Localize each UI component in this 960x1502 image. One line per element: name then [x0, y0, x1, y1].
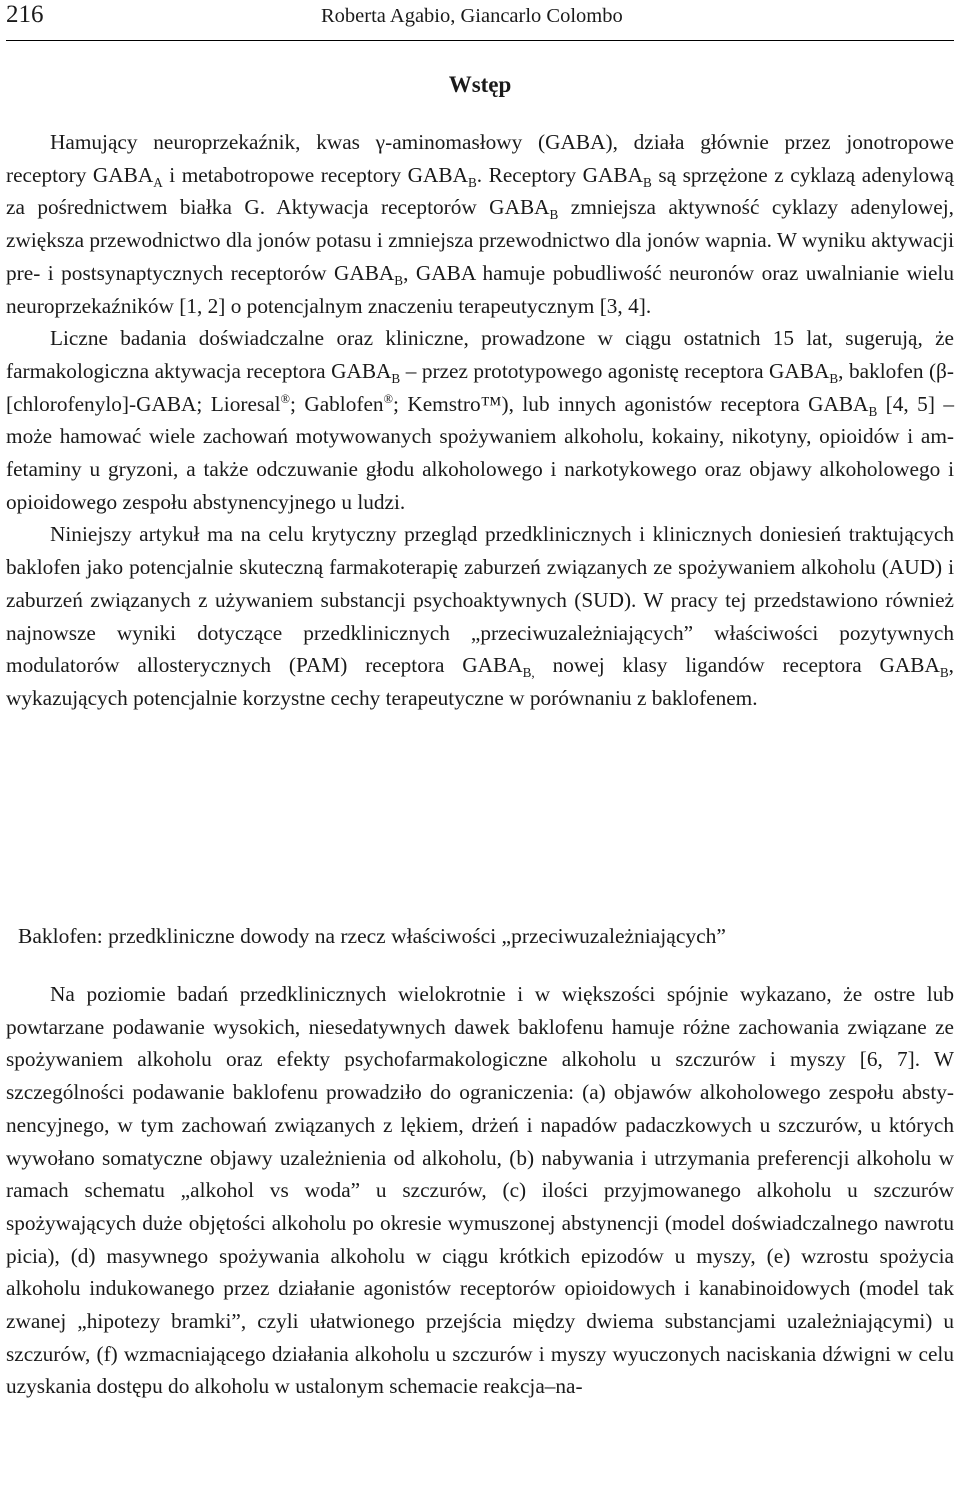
paragraph — [6, 518, 954, 714]
subscript: B — [868, 403, 878, 419]
text-run: [4, 5] – może hamować wiele zachowań motywowanych spożywaniem alkoholu, kokainy, nikotyny, opioidów i amfetaminy u gryzoni, a także odczuwanie głodu alkoholowego i narkotykowego oraz objawy alkoholowego i opioidowego zespołu abstynencyjnego u ludzi. — [6, 391, 955, 514]
intro-section — [6, 126, 954, 715]
subscript: B — [468, 174, 477, 190]
text-run: nowej klasy ligandów receptora GABA — [534, 653, 940, 678]
subscript: B, — [522, 665, 535, 681]
text-run: . Receptory GABA — [476, 162, 644, 187]
running-header — [6, 0, 954, 41]
paragraph — [6, 126, 954, 322]
text-run: , wykazujących potencjalnie korzystne cechy terapeutyczne w porównaniu z baklofenem. — [6, 653, 954, 710]
text-run: są sprzężone z cyklazą adenylową za pośrednictwem białka G. Aktywacja receptorów GABA — [6, 162, 954, 220]
baclofen-section — [6, 978, 954, 1403]
text-run: Liczne badania doświadczalne oraz kliniczne, prowadzone w ciągu ostatnich 15 lat, sugerują, że farmakologiczna aktywacja receptora GABA — [6, 326, 954, 383]
superscript: ® — [383, 391, 393, 406]
text-run: Niniejszy artykuł ma na celu krytyczny przegląd przedklinicznych i klinicznych doniesień traktujących baklofen jako potencjalnie skuteczną farmakoterapię zaburzeń związanych ze spożywaniem alkoholu (AUD) i zaburzeń związanych z używaniem substancji psychoaktywnych (SUD). W pracy tej przedstawiono również najnowsze wyniki dotyczące przedklinicznych „przeciwuzależniających” właściwości pozytywnych modulatorów allosterycznych (PAM) receptora GABA — [6, 522, 954, 678]
text-run: , baklofen (β-[chlorofenylo]-GABA; Lioresal — [6, 358, 954, 416]
text-run: i metabotropowe receptory GABA — [162, 162, 468, 187]
subscript: B — [394, 272, 404, 288]
paragraph: Na poziomie badań przedklinicznych wielokrotnie i w większości spójnie wykazano, że ostre lub powtarzane podawanie wysokich, niesedatywnych dawek baklofenu hamuje różne zachowania związane ze spożywaniem alkoholu oraz efekty psychofarmakologiczne alkoholu u szczurów i myszy [6, 7]. W szczególności podawanie baklofenu prowadziło do ograniczenia: (a) objawów alkoholowego zespołu abstynencyjnego, w tym zachowań związanych z lękiem, drżeń i napadów padaczkowych u szczurów, u których wywołano somatyczne objawy uzależnienia od alkoholu, (b) nabywania i utrzymania preferencji alkoholu w ramach schematu „alkohol vs woda” u szczurów, (c) ilości przyjmowanego alkoholu u szczurów spożywających duże objętości alkoholu po okresie wymuszonej abstynencji (model doświadczalnego nawrotu picia), (d) masywnego spożywania alkoholu w ciągu krótkich epizodów u myszy, (e) wzrostu spożycia alkoholu indukowanego przez działanie agonistów receptorów opioidowych i kanabinoidowych (model tak zwanej „hipotezy bramki”, czyli ułatwionego przejścia między dwiema substancjami uzależniającymi) u szczurów, (f) wzmacniającego działania alkoholu u szczurów i myszy wyuczonych naciskania dźwigni w celu uzyskania dostępu do alkoholu w ustalonym schemacie reakcja–na- — [6, 982, 954, 1399]
subscript: A — [153, 174, 163, 190]
text-run: ; Kemstro™), lub innych agonistów receptora GABA — [392, 391, 869, 416]
section-title-wrap — [0, 70, 960, 100]
paragraph — [6, 322, 954, 518]
text-run: , GABA hamuje pobudliwość neuronów oraz uwalnianie wielu neuroprzekaźników [1, 2] o potencjalnym znaczeniu terapeutycznym [3, 4]. — [6, 260, 955, 318]
subsection-title: Baklofen: przedkliniczne dowody na rzecz właściwości „przeciwuzależniających” — [18, 924, 726, 948]
running-head-authors: Roberta Agabio, Giancarlo Colombo — [321, 5, 623, 27]
subscript: B — [829, 370, 839, 386]
section-title: Wstęp — [448, 72, 512, 97]
text-run: ; Gablofen — [289, 391, 384, 416]
subscript: B — [549, 207, 559, 223]
page-number: 216 — [6, 1, 44, 28]
subscript: B — [643, 174, 652, 190]
text-run: zmniejsza aktywność cyklazy adenylowej, zwiększa przewodnictwo dla jonów potasu i zmniejsza przewodnictwo dla jonów wapnia. W wyniku aktywacji pre- i postsynaptycznych receptorów GABA — [6, 195, 954, 285]
text-run: Hamujący neuroprzekaźnik, kwas γ-aminomasłowy (GABA), działa głównie przez jonotropowe receptory GABA — [6, 130, 954, 187]
subscript: B — [391, 370, 401, 386]
superscript: ® — [280, 391, 290, 406]
subscript: B — [939, 665, 949, 681]
text-run: – przez prototypowego agonistę receptora GABA — [400, 358, 830, 383]
